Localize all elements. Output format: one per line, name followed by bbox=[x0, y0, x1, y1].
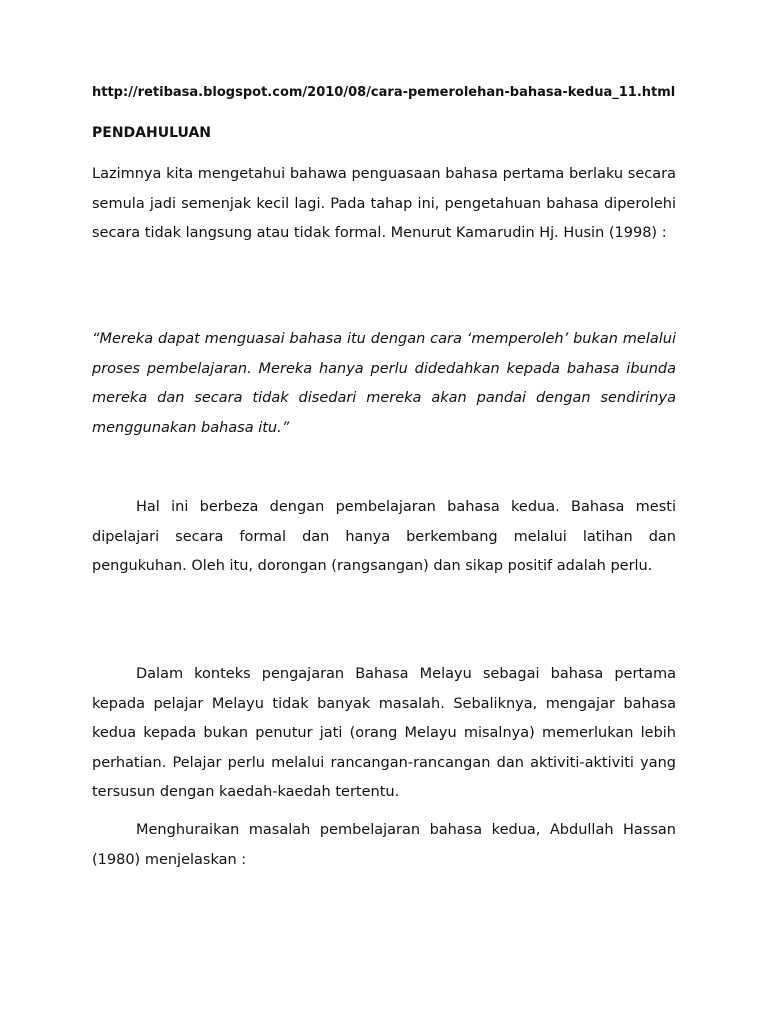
section-heading: PENDAHULUAN bbox=[92, 125, 211, 141]
paragraph-malay-context: Dalam konteks pengajaran Bahasa Melayu sebagai bahasa pertama kepada pelajar Melayu tidak banyak masalah. Sebaliknya, mengajar bahasa kedua kepada bukan penutur jati (orang Melayu misalnya) memerlukan lebih perhatian. Pelajar perlu melalui rancangan-rancangan dan aktiviti-aktiviti yang tersusun dengan kaedah-kaedah tertentu. bbox=[92, 666, 676, 801]
paragraph-second-language: Hal ini berbeza dengan pembelajaran bahasa kedua. Bahasa mesti dipelajari secara formal dan hanya berkembang melalui latihan dan pengukuhan. Oleh itu, dorongan (rangsangan) dan sikap positif adalah perlu. bbox=[92, 499, 676, 575]
source-url: http://retibasa.blogspot.com/2010/08/cara-pemerolehan-bahasa-kedua_11.html bbox=[92, 85, 676, 100]
paragraph-introduction: Lazimnya kita mengetahui bahawa penguasaan bahasa pertama berlaku secara semula jadi semenjak kecil lagi. Pada tahap ini, pengetahuan bahasa diperolehi secara tidak langsung atau tidak formal. Menurut Kamarudin Hj. Husin (1998) : bbox=[92, 166, 676, 242]
paragraph-abdullah-hassan: Menghuraikan masalah pembelajaran bahasa kedua, Abdullah Hassan (1980) menjelaskan : bbox=[92, 822, 676, 868]
block-quote-kamarudin: “Mereka dapat menguasai bahasa itu dengan cara ‘memperoleh’ bukan melalui proses pembelajaran. Mereka hanya perlu didedahkan kepada bahasa ibunda mereka dan secara tidak disedari mereka akan pandai dengan sendirinya menggunakan bahasa itu.” bbox=[92, 331, 676, 436]
